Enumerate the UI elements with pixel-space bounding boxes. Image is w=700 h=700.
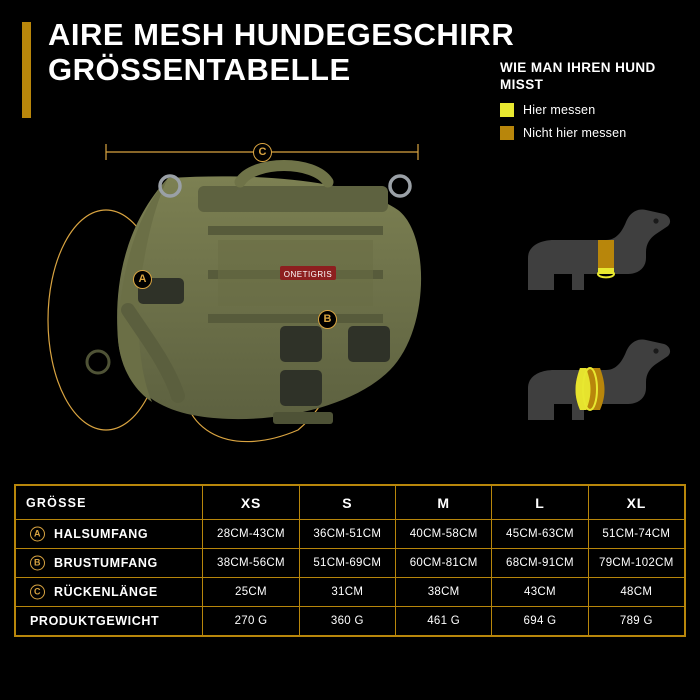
cell-produktgewicht-m: 461 G <box>395 607 491 636</box>
cell-halsumfang-xl: 51CM-74CM <box>588 520 684 549</box>
cell-brustumfang-xs: 38CM-56CM <box>203 549 299 578</box>
page-title: AIRE MESH HUNDEGESCHIRR GRÖSSENTABELLE <box>48 17 515 87</box>
dog-measurement-figures <box>488 180 688 445</box>
badge-b: B <box>30 556 45 571</box>
table-row <box>16 520 685 549</box>
row-label-produktgewicht <box>16 607 203 636</box>
table-row <box>16 607 685 636</box>
row-label-text: PRODUKTGEWICHT <box>30 614 160 628</box>
cell-produktgewicht-l: 694 G <box>492 607 588 636</box>
size-table <box>14 484 686 637</box>
legend-item-do-not-measure-here <box>500 126 685 140</box>
accent-bar <box>22 22 31 118</box>
table-header-s: S <box>299 486 395 520</box>
dog-chest-figure <box>528 340 670 421</box>
cell-produktgewicht-s: 360 G <box>299 607 395 636</box>
table-row <box>16 578 685 607</box>
row-label-brustumfang <box>16 549 203 578</box>
cell-produktgewicht-xl: 789 G <box>588 607 684 636</box>
harness-illustration <box>18 130 478 470</box>
table-header-l: L <box>492 486 588 520</box>
marker-b: B <box>318 310 337 329</box>
table-header-m: M <box>395 486 491 520</box>
row-label-halsumfang <box>16 520 203 549</box>
dog-neck-figure <box>528 210 670 291</box>
legend <box>500 60 685 140</box>
legend-title: WIE MAN IHREN HUND MISST <box>500 60 656 92</box>
marker-c: C <box>253 143 272 162</box>
row-label-rueckenlaenge <box>16 578 203 607</box>
legend-swatch-yellow <box>500 103 514 117</box>
cell-rueckenlaenge-xl: 48CM <box>588 578 684 607</box>
cell-brustumfang-xl: 79CM-102CM <box>588 549 684 578</box>
legend-swatch-gold <box>500 126 514 140</box>
cell-halsumfang-l: 45CM-63CM <box>492 520 588 549</box>
cell-brustumfang-l: 68CM-91CM <box>492 549 588 578</box>
cell-rueckenlaenge-s: 31CM <box>299 578 395 607</box>
row-label-text: RÜCKENLÄNGE <box>54 585 158 599</box>
svg-text:ONETIGRIS: ONETIGRIS <box>283 270 333 279</box>
badge-c: C <box>30 585 45 600</box>
table-header-xl: XL <box>588 486 684 520</box>
cell-produktgewicht-xs: 270 G <box>203 607 299 636</box>
cell-rueckenlaenge-xs: 25CM <box>203 578 299 607</box>
cell-rueckenlaenge-l: 43CM <box>492 578 588 607</box>
cell-halsumfang-m: 40CM-58CM <box>395 520 491 549</box>
cell-halsumfang-xs: 28CM-43CM <box>203 520 299 549</box>
table-row <box>16 549 685 578</box>
legend-label-do-not-measure-here: Nicht hier messen <box>523 125 627 140</box>
badge-a: A <box>30 527 45 542</box>
marker-a: A <box>133 270 152 289</box>
cell-brustumfang-m: 60CM-81CM <box>395 549 491 578</box>
row-label-text: BRUSTUMFANG <box>54 556 158 570</box>
cell-halsumfang-s: 36CM-51CM <box>299 520 395 549</box>
product-diagram <box>18 130 478 470</box>
table-header-size: GRÖSSE <box>16 486 203 520</box>
dog-figures-svg <box>488 180 688 445</box>
legend-item-measure-here <box>500 103 685 117</box>
table-header-xs: XS <box>203 486 299 520</box>
cell-rueckenlaenge-m: 38CM <box>395 578 491 607</box>
size-table-element <box>15 485 685 636</box>
cell-brustumfang-s: 51CM-69CM <box>299 549 395 578</box>
row-label-text: HALSUMFANG <box>54 527 149 541</box>
legend-label-measure-here: Hier messen <box>523 102 596 117</box>
table-header-row <box>16 486 685 520</box>
